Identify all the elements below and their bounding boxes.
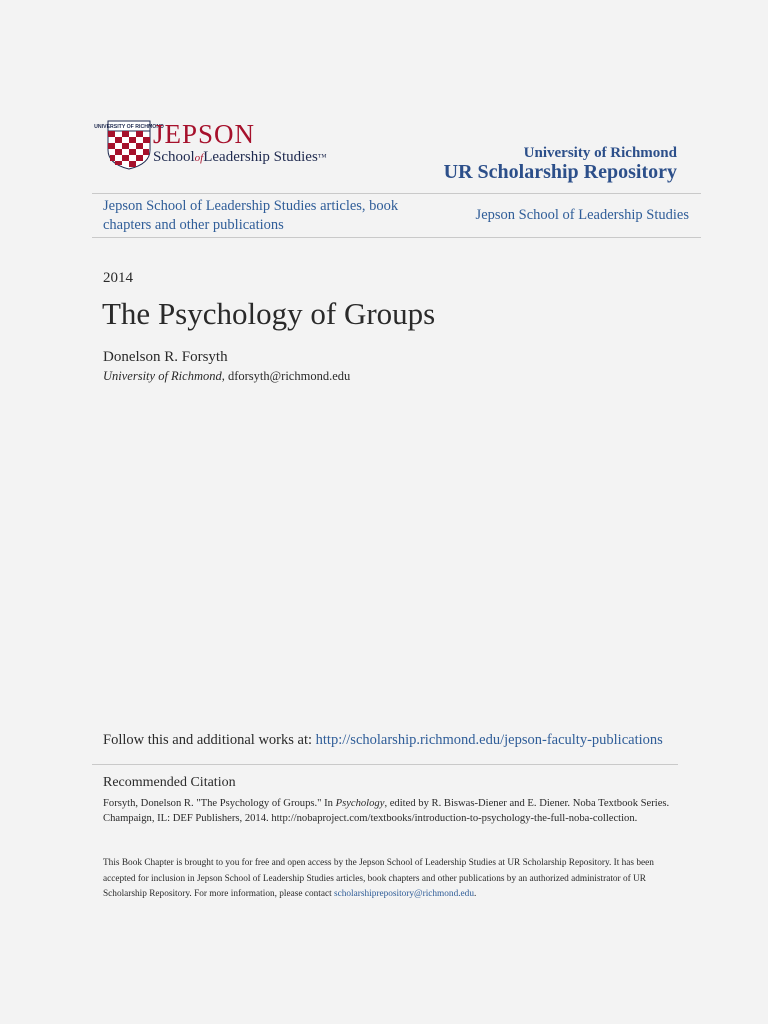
subtitle-of: of <box>194 152 204 164</box>
repository-link[interactable]: UR Scholarship Repository <box>443 161 677 183</box>
author-affiliation <box>103 369 350 384</box>
university-link[interactable]: University of Richmond <box>523 145 677 161</box>
jepson-subtitle <box>153 148 327 167</box>
citation-suffix: , edited by R. Biswas-Diener and E. Diener. Noba Textbook Series. Champaign, IL: DEF Publishers, 2014. http://nobaproject.com/textbooks/introduction-to-psychology-the-full-noba-collection. <box>103 798 670 824</box>
notice-text: This Book Chapter is brought to you for free and open access by the Jepson School of Leadership Studies at UR Scholarship Repository. It has been accepted for inclusion in Jepson School of Leadership Studies articles, book chapters and other publications by an authorized administrator of UR Scholarship Repository. For more information, please contact <box>103 858 654 900</box>
jepson-logo[interactable] <box>94 119 367 172</box>
follow-url-link[interactable]: http://scholarship.richmond.edu/jepson-faculty-publications <box>315 732 663 748</box>
author-name: Donelson R. Forsyth <box>103 349 228 365</box>
subtitle-school: School <box>153 149 195 165</box>
affiliation-institution: University of Richmond <box>103 369 222 383</box>
divider <box>92 193 701 194</box>
follow-label: Follow this and additional works at: <box>103 732 316 748</box>
university-shield-icon <box>94 120 164 170</box>
divider <box>92 764 678 765</box>
subtitle-leadership: Leadership Studies <box>203 149 318 165</box>
access-notice <box>103 856 678 903</box>
divider <box>92 237 701 238</box>
author-email[interactable]: , dforsyth@richmond.edu <box>221 369 351 383</box>
trademark-symbol: ™ <box>317 152 327 162</box>
notice-end: . <box>473 889 477 900</box>
collection-link[interactable]: Jepson School of Leadership Studies articles, book chapters and other publications <box>103 198 399 233</box>
paper-title: The Psychology of Groups <box>102 296 436 331</box>
citation-text <box>103 796 678 826</box>
shield-text: UNIVERSITY OF RICHMOND <box>94 124 164 130</box>
follow-line <box>103 732 663 749</box>
citation-prefix: Forsyth, Donelson R. "The Psychology of Groups." In <box>103 798 336 809</box>
citation-book: Psychology <box>335 798 385 809</box>
publication-year: 2014 <box>103 270 133 286</box>
contact-email-link[interactable]: scholarshiprepository@richmond.edu <box>334 889 474 900</box>
jepson-wordmark: JEPSON <box>153 119 256 149</box>
citation-heading: Recommended Citation <box>103 775 236 790</box>
department-link[interactable]: Jepson School of Leadership Studies <box>475 207 689 223</box>
